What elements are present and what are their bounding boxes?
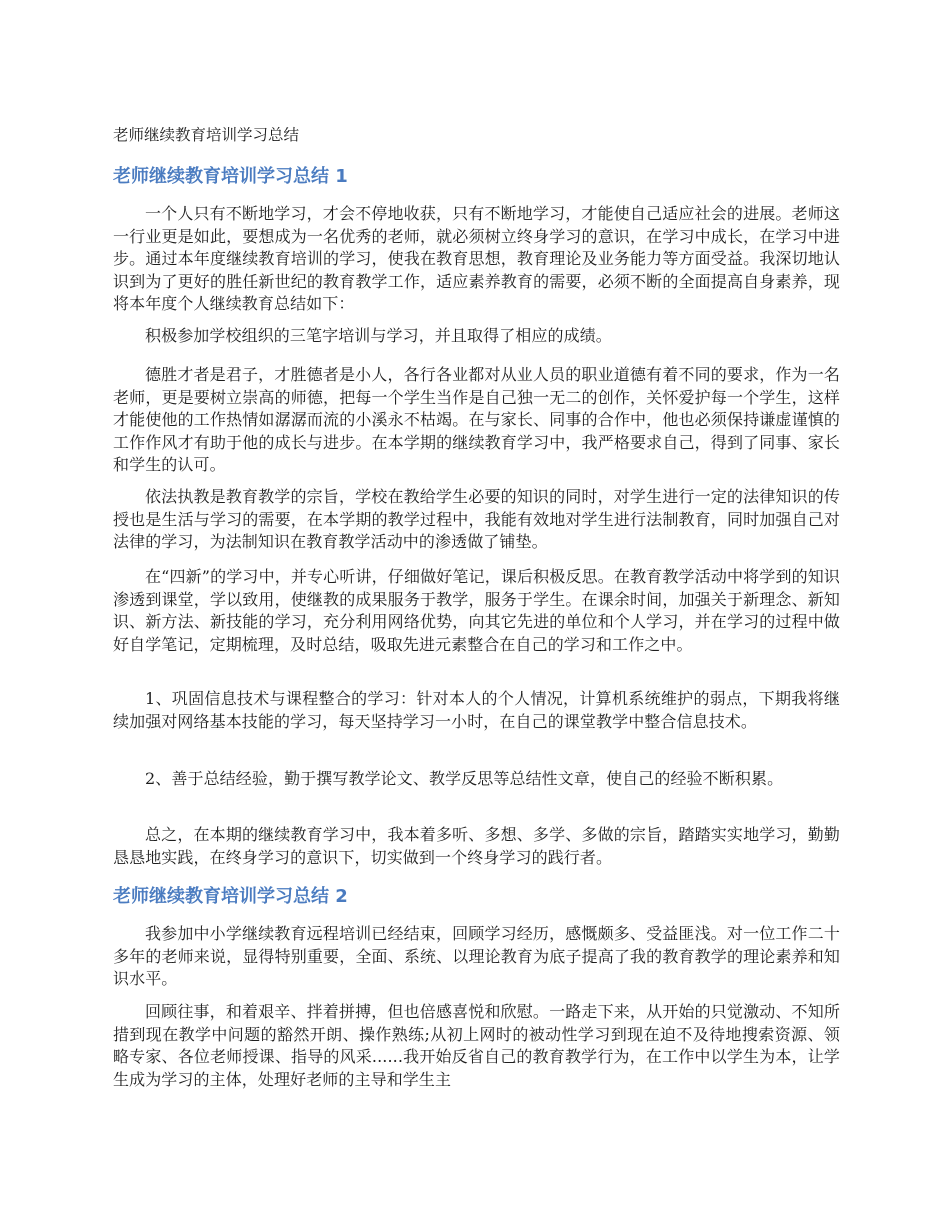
document-title: 老师继续教育培训学习总结 [113,126,300,144]
section-1-paragraph-6 [113,688,840,733]
section-1-heading-block [113,164,840,190]
paragraph: 依法执教是教育教学的宗旨，学校在教给学生必要的知识的同时，对学生进行一定的法律知识的传授也是生活与学习的需要，在本学期的教学过程中，我能有效地对学生进行法制教育，同时加强自己对法律的学习，为法制知识在教育教学活动中的渗透做了铺垫。 [113,487,840,552]
section-1-paragraph-2 [113,325,840,348]
section-1-paragraph-7 [113,768,840,791]
paragraph: 回顾往事，和着艰辛、拌着拼搏，但也倍感喜悦和欣慰。一路走下来，从开始的只觉激动、不知所措到现在教学中问题的豁然开朗、操作熟练;从初上网时的被动性学习到现在迫不及待地搜索资源、领略专家、各位老师授课、指导的风采......我开始反省自己的教育教学行为，在工作中以学生为本，让学生成为学习的主体，处理好老师的主导和学生主 [113,1002,840,1089]
section-1-paragraph-3 [113,364,840,477]
paragraph: 2、善于总结经验，勤于撰写教学论文、教学反思等总结性文章，使自己的经验不断积累。 [145,769,784,788]
section-2-paragraph-1 [113,923,840,991]
paragraph: 在“四新”的学习中，并专心听讲，仔细做好笔记，课后积极反思。在教育教学活动中将学到的知识渗透到课堂，学以致用，使继教的成果服务于教学，服务于学生。在课余时间，加强关于新理念、新知识、新方法、新技能的学习，充分利用网络优势，向其它先进的单位和个人学习，并在学习的过程中做好自学笔记，定期梳理，及时总结，吸取先进元素整合在自己的学习和工作之中。 [113,567,840,654]
section-1-paragraph-1 [113,203,840,316]
section-2-heading-block [113,884,840,910]
section-heading: 老师继续教育培训学习总结 1 [113,166,348,187]
section-heading: 老师继续教育培训学习总结 2 [113,886,348,907]
paragraph: 总之，在本期的继续教育学习中，我本着多听、多想、多学、多做的宗旨，踏踏实实地学习，勤勤恳恳地实践，在终身学习的意识下，切实做到一个终身学习的践行者。 [113,825,840,867]
section-1-paragraph-4 [113,486,840,554]
section-1-paragraph-5 [113,566,840,656]
paragraph: 1、巩固信息技术与课程整合的学习：针对本人的个人情况，计算机系统维护的弱点，下期我将继续加强对网络基本技能的学习，每天坚持学习一小时，在自己的课堂教学中整合信息技术。 [113,689,840,731]
section-1-paragraph-8 [113,824,840,869]
paragraph: 一个人只有不断地学习，才会不停地收获，只有不断地学习，才能使自己适应社会的进展。老师这一行业更是如此，要想成为一名优秀的老师，就必须树立终身学习的意识，在学习中成长，在学习中进步。通过本年度继续教育培训的学习，使我在教育思想，教育理论及业务能力等方面受益。我深切地认识到为了更好的胜任新世纪的教育教学工作，适应素养教育的需要，必须不断的全面提高自身素养，现将本年度个人继续教育总结如下： [113,204,840,314]
paragraph: 德胜才者是君子，才胜德者是小人，各行各业都对从业人员的职业道德有着不同的要求，作为一名老师，更是要树立崇高的师德，把每一个学生当作是自己独一无二的创作，关怀爱护每一个学生，这样才能使他的工作热情如潺潺而流的小溪永不枯竭。在与家长、同事的合作中，他也必须保持谦虚谨慎的工作作风才有助于他的成长与进步。在本学期的继续教育学习中，我严格要求自己，得到了同事、家长和学生的认可。 [113,365,840,475]
paragraph: 积极参加学校组织的三笔字培训与学习，并且取得了相应的成绩。 [145,326,612,345]
section-2-paragraph-2 [113,1001,840,1091]
paragraph: 我参加中小学继续教育远程培训已经结束，回顾学习经历，感慨颇多、受益匪浅。对一位工作二十多年的老师来说，显得特别重要，全面、系统、以理论教育为底子提高了我的教育教学的理论素养和知识水平。 [113,924,840,989]
